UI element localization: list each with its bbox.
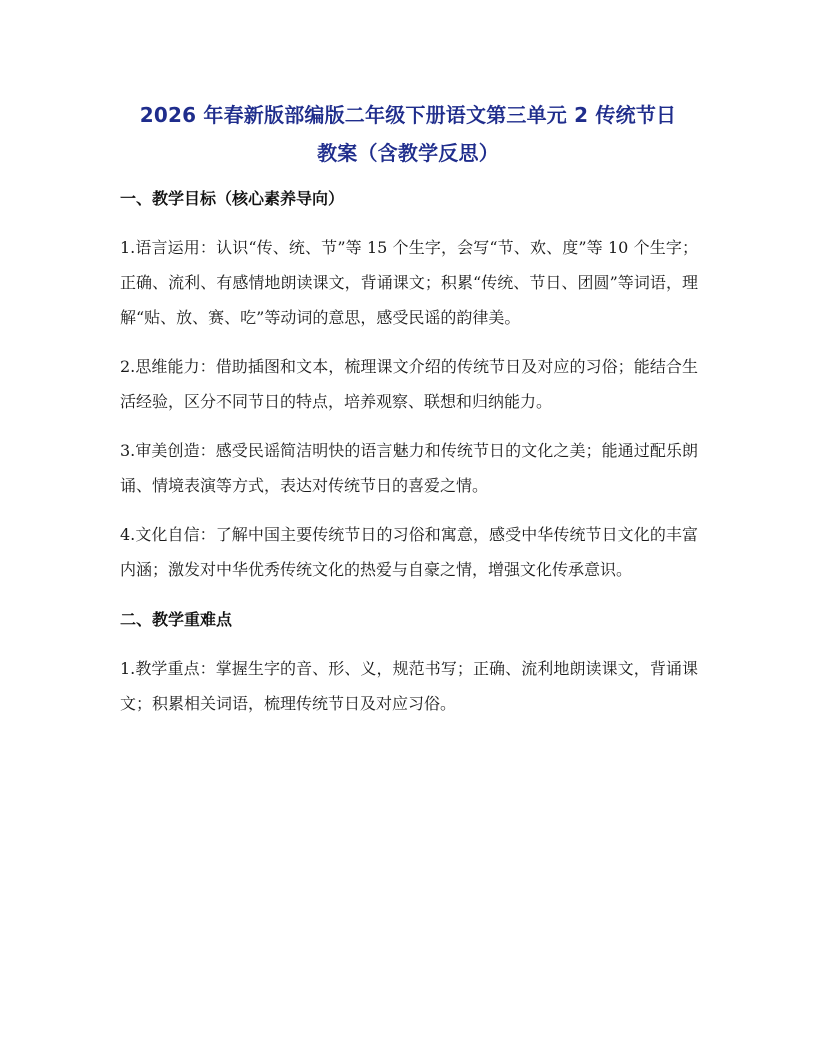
objective-item-thinking: 2.思维能力：借助插图和文本，梳理课文介绍的传统节日及对应的习俗；能结合生活经验，区分不同节日的特点，培养观察、联想和归纳能力。 (120, 357, 698, 411)
section-heading-objectives: 一、教学目标（核心素养导向） (120, 189, 345, 208)
key-point-item-focus: 1.教学重点：掌握生字的音、形、义，规范书写；正确、流利地朗读课文，背诵课文；积累相关词语，梳理传统节日及对应习俗。 (120, 659, 698, 713)
document-title (110, 96, 706, 172)
document-title-line-2: 教案（含教学反思） (317, 141, 499, 165)
document-body (120, 186, 698, 735)
objective-item-culture: 4.文化自信：了解中国主要传统节日的习俗和寓意，感受中华传统节日文化的丰富内涵；激发对中华优秀传统文化的热爱与自豪之情，增强文化传承意识。 (120, 525, 698, 579)
document-title-line-1: 2026 年春新版部编版二年级下册语文第三单元 2 传统节日 (139, 103, 677, 127)
section-heading-key-points: 二、教学重难点 (120, 610, 233, 629)
objective-item-language: 1.语言运用：认识“传、统、节”等 15 个生字，会写“节、欢、度”等 10 个生字；正确、流利、有感情地朗读课文，背诵课文；积累“传统、节日、团圆”等词语，理解“贴、放、赛、吃”等动词的意思，感受民谣的韵律美。 (120, 238, 698, 327)
objective-item-aesthetic: 3.审美创造：感受民谣简洁明快的语言魅力和传统节日的文化之美；能通过配乐朗诵、情境表演等方式，表达对传统节日的喜爱之情。 (120, 441, 698, 495)
